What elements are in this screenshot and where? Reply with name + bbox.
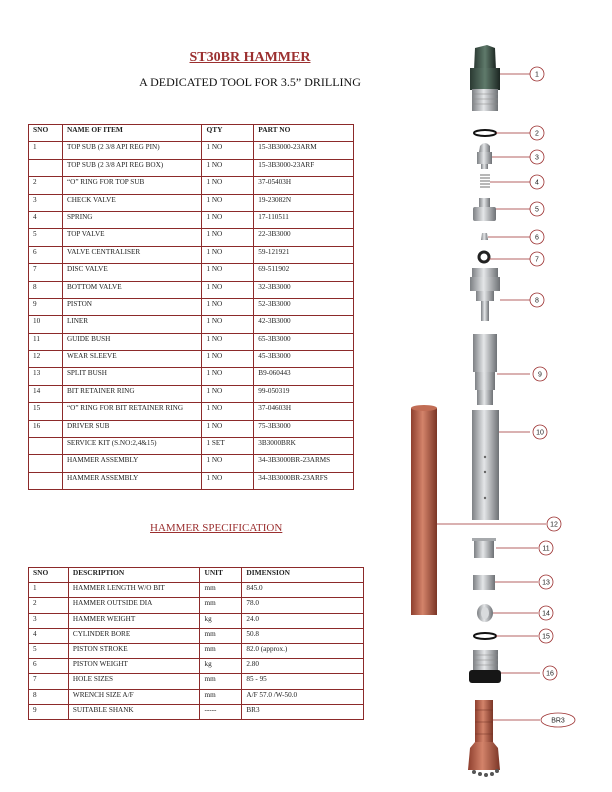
- callout-label: 3: [535, 154, 539, 162]
- cell-part-no: 17-110511: [254, 211, 354, 228]
- cell-part-no: 65-3B3000: [254, 333, 354, 350]
- cell-sno: [29, 472, 63, 489]
- table-row: [29, 643, 364, 658]
- cell-qty: 1 NO: [202, 246, 254, 263]
- cell-dimension: 82.0 (approx.): [242, 643, 364, 658]
- cell-sno: 6: [29, 246, 63, 263]
- table-row: [29, 281, 354, 298]
- cell-name: HAMMER ASSEMBLY: [62, 472, 202, 489]
- spec-table: [28, 567, 364, 720]
- driver-sub-part: [469, 650, 501, 683]
- header-name: NAME OF ITEM: [62, 125, 202, 142]
- cell-name: “O” RING FOR TOP SUB: [62, 177, 202, 194]
- table-row: [29, 689, 364, 704]
- table-row: [29, 159, 354, 176]
- table-row: [29, 316, 354, 333]
- cell-dimension: 50.8: [242, 628, 364, 643]
- cell-part-no: 52-3B3000: [254, 298, 354, 315]
- cell-sno: 1: [29, 142, 63, 159]
- callout-label: 1: [535, 71, 539, 79]
- cell-sno: 9: [29, 298, 63, 315]
- cell-description: HAMMER LENGTH W/O BIT: [68, 583, 200, 598]
- table-row: [29, 674, 364, 689]
- cell-name: BOTTOM VALVE: [62, 281, 202, 298]
- cell-dimension: BR3: [242, 704, 364, 719]
- cell-description: HAMMER WEIGHT: [68, 613, 200, 628]
- cell-sno: 1: [29, 583, 69, 598]
- cell-description: PISTON STROKE: [68, 643, 200, 658]
- header-description: DESCRIPTION: [68, 568, 200, 583]
- cell-sno: 13: [29, 368, 63, 385]
- cell-qty: 1 NO: [202, 281, 254, 298]
- table-header-row: [29, 125, 354, 142]
- drill-bit-part: [468, 700, 500, 777]
- cell-dimension: 845.0: [242, 583, 364, 598]
- cell-name: HAMMER ASSEMBLY: [62, 455, 202, 472]
- cell-dimension: A/F 57.0 /W-50.0: [242, 689, 364, 704]
- cell-part-no: 59-121921: [254, 246, 354, 263]
- cell-qty: 1 NO: [202, 159, 254, 176]
- header-unit: UNIT: [200, 568, 242, 583]
- cell-qty: 1 NO: [202, 229, 254, 246]
- cell-qty: 1 NO: [202, 298, 254, 315]
- cell-name: SERVICE KIT (S.NO:2,4&15): [62, 438, 202, 455]
- valve-centraliser-part: [481, 233, 488, 240]
- liner-part: [472, 410, 499, 520]
- cell-name: SPLIT BUSH: [62, 368, 202, 385]
- cell-qty: 1 NO: [202, 472, 254, 489]
- header-qty: QTY: [202, 125, 254, 142]
- cell-unit: mm: [200, 598, 242, 613]
- callout-10: [533, 425, 547, 439]
- cell-unit: -----: [200, 704, 242, 719]
- table-row: [29, 246, 354, 263]
- cell-sno: 8: [29, 689, 69, 704]
- cell-name: CHECK VALVE: [62, 194, 202, 211]
- cell-qty: 1 NO: [202, 403, 254, 420]
- cell-sno: 5: [29, 643, 69, 658]
- cell-qty: 1 NO: [202, 211, 254, 228]
- callout-label: 13: [542, 579, 550, 587]
- cell-sno: 16: [29, 420, 63, 437]
- cell-description: HAMMER OUTSIDE DIA: [68, 598, 200, 613]
- cell-description: CYLINDER BORE: [68, 628, 200, 643]
- cell-unit: mm: [200, 643, 242, 658]
- table-row: [29, 333, 354, 350]
- cell-sno: 3: [29, 613, 69, 628]
- cell-name: VALVE CENTRALISER: [62, 246, 202, 263]
- cell-qty: 1 NO: [202, 177, 254, 194]
- spec-heading: HAMMER SPECIFICATION: [150, 522, 283, 534]
- cell-unit: kg: [200, 659, 242, 674]
- table-row: [29, 229, 354, 246]
- table-row: [29, 420, 354, 437]
- cell-part-no: 34-3B3000BR-23ARFS: [254, 472, 354, 489]
- callout-label: 5: [535, 206, 539, 214]
- callout-label: 2: [535, 130, 539, 138]
- callout-BR3: [541, 713, 575, 727]
- cell-dimension: 78.0: [242, 598, 364, 613]
- cell-name: TOP SUB (2 3/8 API REG BOX): [62, 159, 202, 176]
- callout-7: [530, 252, 544, 266]
- cell-sno: 5: [29, 229, 63, 246]
- cell-sno: 2: [29, 598, 69, 613]
- cell-part-no: 75-3B3000: [254, 420, 354, 437]
- top-sub-part: [470, 45, 500, 111]
- cell-part-no: 15-3B3000-23ARF: [254, 159, 354, 176]
- cell-description: WRENCH SIZE A/F: [68, 689, 200, 704]
- piston-part: [473, 334, 497, 405]
- cell-sno: 4: [29, 211, 63, 228]
- header-sno: SNO: [29, 568, 69, 583]
- cell-qty: 1 NO: [202, 264, 254, 281]
- cell-sno: [29, 159, 63, 176]
- disc-valve-part: [479, 252, 489, 262]
- table-row: [29, 659, 364, 674]
- callout-11: [539, 541, 553, 555]
- callout-16: [543, 666, 557, 680]
- cell-dimension: 2.80: [242, 659, 364, 674]
- parts-table: [28, 124, 354, 490]
- callout-1: [530, 67, 544, 81]
- callout-label: 16: [546, 670, 554, 678]
- cell-qty: 1 NO: [202, 455, 254, 472]
- cell-qty: 1 NO: [202, 351, 254, 368]
- cell-name: BIT RETAINER RING: [62, 385, 202, 402]
- cell-part-no: 32-3B3000: [254, 281, 354, 298]
- cell-unit: kg: [200, 613, 242, 628]
- cell-sno: 8: [29, 281, 63, 298]
- callout-label: 15: [542, 633, 550, 641]
- table-row: [29, 298, 354, 315]
- cell-sno: 4: [29, 628, 69, 643]
- cell-qty: 1 NO: [202, 420, 254, 437]
- table-row: [29, 264, 354, 281]
- table-row: [29, 368, 354, 385]
- cell-sno: 12: [29, 351, 63, 368]
- table-row: [29, 583, 364, 598]
- table-row: [29, 142, 354, 159]
- cell-qty: 1 NO: [202, 142, 254, 159]
- callout-label: 12: [550, 521, 558, 529]
- cell-part-no: 37-04603H: [254, 403, 354, 420]
- cell-sno: 2: [29, 177, 63, 194]
- cell-description: SUITABLE SHANK: [68, 704, 200, 719]
- table-header-row: [29, 568, 364, 583]
- cell-part-no: 22-3B3000: [254, 229, 354, 246]
- callout-label: 14: [542, 610, 550, 618]
- callout-label: 6: [535, 234, 539, 242]
- cell-name: GUIDE BUSH: [62, 333, 202, 350]
- split-bush-part: [473, 575, 495, 590]
- table-row: [29, 455, 354, 472]
- cell-unit: mm: [200, 583, 242, 598]
- cell-name: DISC VALVE: [62, 264, 202, 281]
- o-ring-part: [474, 633, 496, 639]
- table-row: [29, 438, 354, 455]
- cell-part-no: 3B3000BRK: [254, 438, 354, 455]
- cell-part-no: 15-3B3000-23ARM: [254, 142, 354, 159]
- cell-name: SPRING: [62, 211, 202, 228]
- cell-sno: 9: [29, 704, 69, 719]
- cell-name: TOP SUB (2 3/8 API REG PIN): [62, 142, 202, 159]
- cell-name: PISTON: [62, 298, 202, 315]
- cell-name: TOP VALVE: [62, 229, 202, 246]
- cell-sno: 6: [29, 659, 69, 674]
- cell-sno: 15: [29, 403, 63, 420]
- cell-part-no: 99-050319: [254, 385, 354, 402]
- cell-part-no: 45-3B3000: [254, 351, 354, 368]
- cell-unit: mm: [200, 689, 242, 704]
- callout-9: [533, 367, 547, 381]
- callout-label: 7: [535, 256, 539, 264]
- bottom-valve-part: [470, 268, 500, 321]
- cell-sno: 14: [29, 385, 63, 402]
- cell-part-no: 34-3B3000BR-23ARMS: [254, 455, 354, 472]
- cell-sno: 7: [29, 674, 69, 689]
- callout-label: BR3: [551, 717, 565, 725]
- cell-sno: 3: [29, 194, 63, 211]
- callout-2: [530, 126, 544, 140]
- table-row: [29, 177, 354, 194]
- callout-5: [530, 202, 544, 216]
- callout-8: [530, 293, 544, 307]
- cell-part-no: 19-23082N: [254, 194, 354, 211]
- cell-part-no: B9-060443: [254, 368, 354, 385]
- table-row: [29, 194, 354, 211]
- cell-dimension: 24.0: [242, 613, 364, 628]
- table-row: [29, 385, 354, 402]
- table-row: [29, 598, 364, 613]
- table-row: [29, 613, 364, 628]
- cell-name: DRIVER SUB: [62, 420, 202, 437]
- callout-4: [530, 175, 544, 189]
- cell-sno: 10: [29, 316, 63, 333]
- document-subtitle: A DEDICATED TOOL FOR 3.5” DRILLING: [139, 75, 361, 89]
- callout-label: 8: [535, 297, 539, 305]
- cell-part-no: 69-511902: [254, 264, 354, 281]
- callout-label: 10: [536, 429, 544, 437]
- cell-qty: 1 NO: [202, 333, 254, 350]
- cell-sno: [29, 438, 63, 455]
- callout-label: 11: [542, 545, 550, 553]
- callout-label: 4: [535, 179, 539, 187]
- cell-name: LINER: [62, 316, 202, 333]
- table-row: [29, 351, 354, 368]
- cell-part-no: 37-05403H: [254, 177, 354, 194]
- cell-qty: 1 NO: [202, 385, 254, 402]
- cell-sno: 11: [29, 333, 63, 350]
- o-ring-part: [474, 130, 496, 136]
- wear-sleeve-part: [411, 405, 437, 615]
- callout-12: [547, 517, 561, 531]
- cell-part-no: 42-3B3000: [254, 316, 354, 333]
- header-part-no: PART NO: [254, 125, 354, 142]
- table-row: [29, 472, 354, 489]
- guide-bush-part: [472, 538, 496, 558]
- cell-qty: 1 NO: [202, 194, 254, 211]
- cell-qty: 1 NO: [202, 316, 254, 333]
- header-sno: SNO: [29, 125, 63, 142]
- table-row: [29, 628, 364, 643]
- cell-unit: mm: [200, 674, 242, 689]
- table-row: [29, 704, 364, 719]
- check-valve-part: [477, 143, 492, 169]
- callout-6: [530, 230, 544, 244]
- header-dimension: DIMENSION: [242, 568, 364, 583]
- cell-description: HOLE SIZES: [68, 674, 200, 689]
- table-row: [29, 403, 354, 420]
- spring-part: [480, 175, 490, 187]
- exploded-hammer-diagram: [400, 38, 612, 788]
- cell-unit: mm: [200, 628, 242, 643]
- cell-dimension: 85 - 95: [242, 674, 364, 689]
- callout-3: [530, 150, 544, 164]
- callout-label: 9: [538, 371, 542, 379]
- document-title: ST30BR HAMMER: [189, 50, 311, 65]
- callout-13: [539, 575, 553, 589]
- cell-sno: [29, 455, 63, 472]
- bit-retainer-ring-part: [477, 604, 493, 622]
- cell-name: “O” RING FOR BIT RETAINER RING: [62, 403, 202, 420]
- cell-sno: 7: [29, 264, 63, 281]
- cell-qty: 1 NO: [202, 368, 254, 385]
- callout-15: [539, 629, 553, 643]
- callout-14: [539, 606, 553, 620]
- table-row: [29, 211, 354, 228]
- top-valve-part: [473, 198, 496, 221]
- cell-qty: 1 SET: [202, 438, 254, 455]
- cell-name: WEAR SLEEVE: [62, 351, 202, 368]
- cell-description: PISTON WEIGHT: [68, 659, 200, 674]
